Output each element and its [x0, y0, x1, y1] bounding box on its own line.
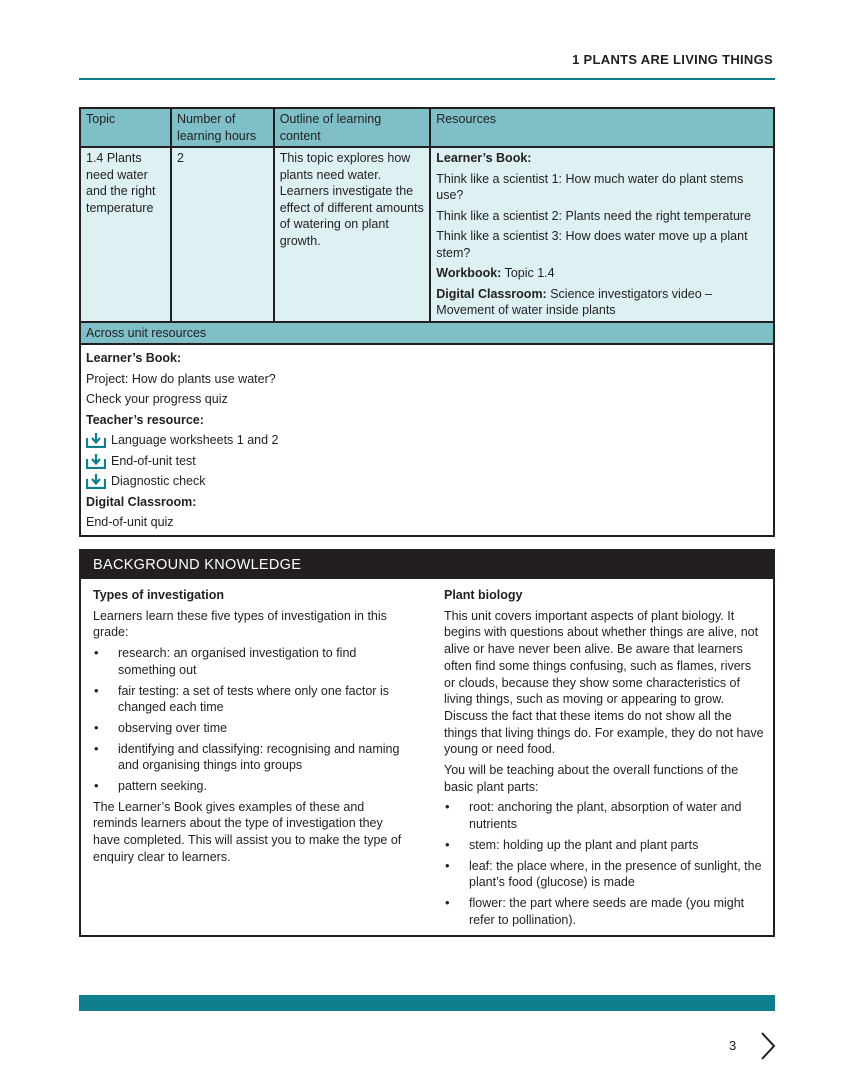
paragraph: This unit covers important aspects of plant biology. It begins with questions about whether things are alive, not alive or have never been alive. Be aware that learners often find some things confusing, such as flames, rivers or clouds, because they show some characteristics of living things, such as moving or appearing to grow. Discuss the fact that these items do not show all the things that living things do. For example, they do not have young or need food.	[444, 608, 764, 757]
resource-item: Think like a scientist 1: How much water do plant stems use?	[436, 171, 744, 202]
list-item: • pattern seeking.	[93, 778, 411, 795]
list-item: • leaf: the place where, in the presence of sunlight, the plant’s food (glucose) is made	[444, 858, 764, 891]
resource-workbook	[436, 265, 768, 282]
bullet-list	[93, 645, 411, 795]
download-item[interactable]	[86, 451, 768, 472]
download-icon	[86, 473, 106, 489]
list-item: • fair testing: a set of tests where only one factor is changed each time	[93, 683, 411, 716]
across-resource-item: Check your progress quiz	[86, 392, 228, 406]
list-item: • observing over time	[93, 720, 411, 737]
download-item-label: Language worksheets 1 and 2	[111, 433, 279, 447]
col-header-topic: Topic	[80, 108, 171, 147]
across-digital-label: Digital Classroom:	[86, 494, 197, 509]
across-digital-item: End-of-unit quiz	[86, 515, 174, 529]
chevron-right-icon[interactable]	[760, 1031, 776, 1061]
across-learners-book-label: Learner’s Book:	[86, 351, 182, 365]
cell-hours: 2	[171, 147, 274, 322]
digital-label: Digital Classroom:	[436, 286, 547, 301]
col-header-outline: Outline of learning content	[274, 108, 431, 147]
resource-digital	[436, 286, 768, 319]
cell-resources	[430, 147, 774, 322]
list-item: • flower: the part where seeds are made (you might refer to pollination).	[444, 895, 764, 928]
resources-learners-book-label: Learner’s Book:	[436, 151, 532, 165]
background-knowledge-box	[79, 549, 775, 937]
across-unit-body-row	[80, 344, 774, 536]
page-number: 3	[729, 1038, 737, 1053]
section-title: Plant biology	[444, 588, 523, 602]
workbook-label: Workbook:	[436, 266, 502, 280]
section-title: Types of investigation	[93, 588, 225, 602]
list-item: • root: anchoring the plant, absorption of water and nutrients	[444, 799, 764, 832]
list-item: • research: an organised investigation to find something out	[93, 645, 411, 678]
download-item[interactable]	[86, 471, 768, 492]
download-item-label: Diagnostic check	[111, 474, 206, 488]
paragraph: You will be teaching about the overall functions of the basic plant parts:	[444, 763, 739, 794]
cell-topic: 1.4 Plants need water and the right temperature	[80, 147, 171, 322]
download-icon	[86, 453, 106, 469]
list-item: • identifying and classifying: recognising and naming and organising things into groups	[93, 741, 411, 774]
workbook-value: Topic 1.4	[504, 266, 555, 280]
col-header-resources: Resources	[430, 108, 774, 147]
across-unit-cell	[80, 344, 774, 536]
plant-biology-column	[444, 587, 764, 932]
cell-outline: This topic explores how plants need water. Learners investigate the effect of different amounts of watering on plant growth.	[274, 147, 431, 322]
overview-table	[79, 107, 775, 537]
footer-bar	[79, 995, 775, 1011]
download-item-label: End-of-unit test	[111, 453, 196, 468]
download-icon	[86, 432, 106, 448]
table-header-row	[80, 108, 774, 147]
digital-value: Science investigators video – Movement of water inside plants	[436, 286, 713, 317]
paragraph: The Learner’s Book gives examples of these and reminds learners about the type of investigation they have completed. This will assist you to make the type of enquiry clear to learners.	[93, 799, 402, 864]
list-item: • stem: holding up the plant and plant parts	[444, 837, 764, 854]
teachers-resource-label: Teacher’s resource:	[86, 412, 204, 427]
across-unit-header-row	[80, 322, 774, 345]
download-item[interactable]	[86, 430, 768, 451]
resource-item: Think like a scientist 3: How does water move up a plant stem?	[436, 229, 748, 260]
types-of-investigation-column	[93, 587, 411, 870]
chapter-title: 1 PLANTS ARE LIVING THINGS	[572, 52, 773, 67]
paragraph: Learners learn these five types of investigation in this grade:	[93, 608, 387, 640]
header-rule	[79, 78, 775, 80]
table-row	[80, 147, 774, 322]
bullet-list	[444, 799, 764, 928]
across-resource-item: Project: How do plants use water?	[86, 371, 276, 386]
background-knowledge-heading: BACKGROUND KNOWLEDGE	[81, 551, 773, 579]
resource-item: Think like a scientist 2: Plants need the right temperature	[436, 208, 752, 223]
across-unit-heading: Across unit resources	[80, 322, 774, 345]
col-header-hours: Number of learning hours	[171, 108, 274, 147]
